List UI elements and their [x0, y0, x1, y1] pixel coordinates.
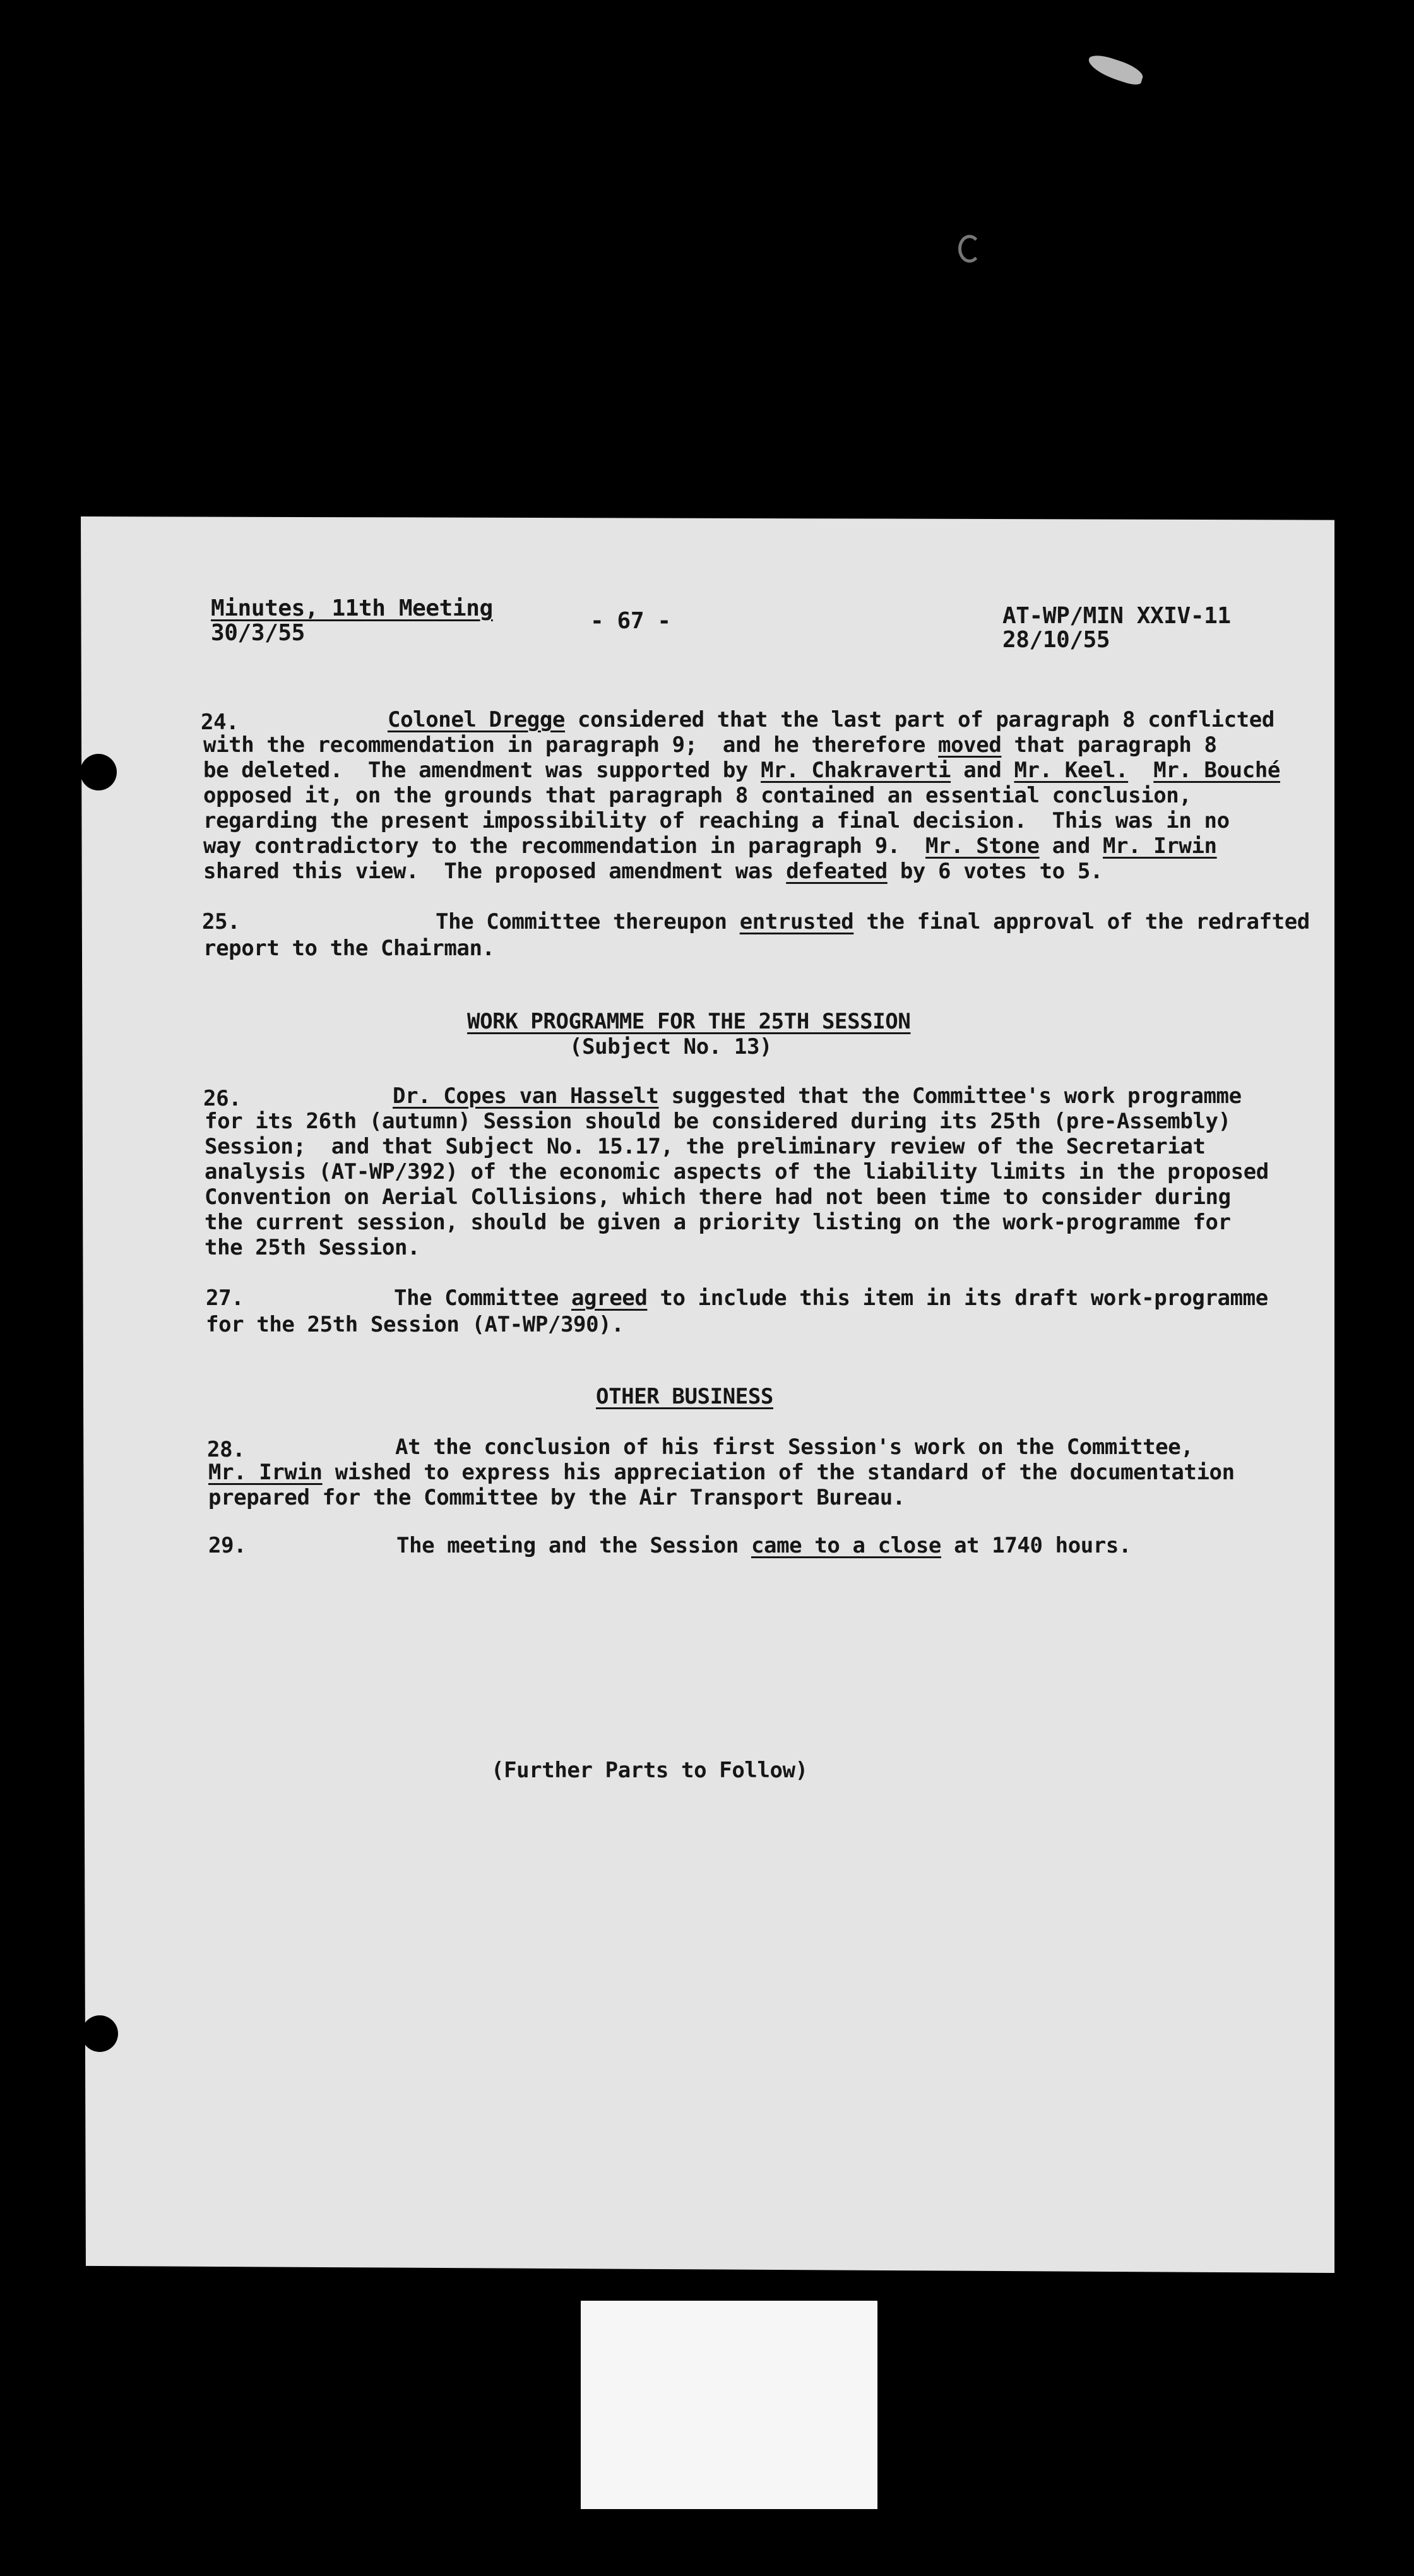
paragraph-27-line: for the 25th Session (AT-WP/390).	[206, 1312, 624, 1337]
section-heading-work-programme: WORK PROGRAMME FOR THE 25TH SESSION	[467, 1009, 911, 1034]
paragraph-25-line: report to the Chairman.	[203, 936, 495, 961]
paragraph-28-line: Mr. Irwin wished to express his appreciation of the standard of the documentation	[208, 1460, 1235, 1485]
paragraph-26-line: the current session, should be given a priority listing on the work-programme for	[205, 1210, 1231, 1235]
paragraph-29-number: 29.	[208, 1533, 247, 1558]
paragraph-27-line: The Committee agreed to include this item in its draft work-programme	[394, 1285, 1268, 1311]
paragraph-28-number: 28.	[207, 1437, 246, 1462]
paragraph-24-line: way contradictory to the recommendation in paragraph 9. Mr. Stone and Mr. Irwin	[203, 833, 1217, 859]
header-meeting-date: 30/3/55	[211, 620, 305, 646]
header-meeting: Minutes, 11th Meeting	[211, 595, 493, 621]
section-subheading: (Subject No. 13)	[569, 1034, 773, 1059]
further-parts-note: (Further Parts to Follow)	[491, 1758, 808, 1783]
paragraph-28-line: prepared for the Committee by the Air Transport Bureau.	[208, 1485, 905, 1510]
paragraph-25-number: 25.	[202, 909, 241, 934]
paragraph-25-line: The Committee thereupon entrusted the final approval of the redrafted	[436, 909, 1310, 934]
page-number: - 67 -	[590, 608, 671, 634]
paragraph-26-number: 26.	[203, 1086, 242, 1111]
paragraph-24-line: be deleted. The amendment was supported by Mr. Chakraverti and Mr. Keel. Mr. Bouché	[203, 758, 1280, 783]
punch-hole	[81, 2015, 118, 2052]
target-card	[581, 2301, 877, 2509]
paragraph-24-line: shared this view. The proposed amendment was defeated by 6 votes to 5.	[203, 859, 1103, 884]
paragraph-24-line: regarding the present impossibility of reaching a final decision. This was in no	[203, 808, 1230, 833]
paragraph-24-line: opposed it, on the grounds that paragraph 8 contained an essential conclusion,	[203, 783, 1192, 808]
scan-artifact	[958, 235, 981, 263]
paragraph-29-line: The meeting and the Session came to a close at 1740 hours.	[396, 1533, 1132, 1558]
punch-hole	[80, 754, 117, 790]
paragraph-26-line: Dr. Copes van Hasselt suggested that the Committee's work programme	[393, 1083, 1242, 1109]
paragraph-26-line: Convention on Aerial Collisions, which there had not been time to consider during	[205, 1184, 1231, 1210]
paragraph-27-number: 27.	[206, 1285, 244, 1311]
paragraph-28-line: At the conclusion of his first Session's work on the Committee,	[395, 1434, 1194, 1460]
paragraph-24-line: Colonel Dregge considered that the last part of paragraph 8 conflicted	[388, 707, 1274, 732]
paragraph-24-number: 24.	[201, 710, 239, 735]
section-heading-other-business: OTHER BUSINESS	[596, 1384, 773, 1409]
header-document-date: 28/10/55	[1002, 627, 1110, 653]
paragraph-26-line: the 25th Session.	[205, 1235, 420, 1260]
paragraph-24-line: with the recommendation in paragraph 9; and he therefore moved that paragraph 8	[203, 732, 1217, 758]
paragraph-26-line: Session; and that Subject No. 15.17, the preliminary review of the Secretariat	[205, 1134, 1206, 1159]
scan-artifact	[1086, 52, 1146, 87]
paragraph-26-line: analysis (AT-WP/392) of the economic aspects of the liability limits in the proposed	[205, 1159, 1269, 1184]
header-document-ref: AT-WP/MIN XXIV-11	[1002, 603, 1231, 629]
paragraph-26-line: for its 26th (autumn) Session should be considered during its 25th (pre-Assembly)	[205, 1109, 1231, 1134]
